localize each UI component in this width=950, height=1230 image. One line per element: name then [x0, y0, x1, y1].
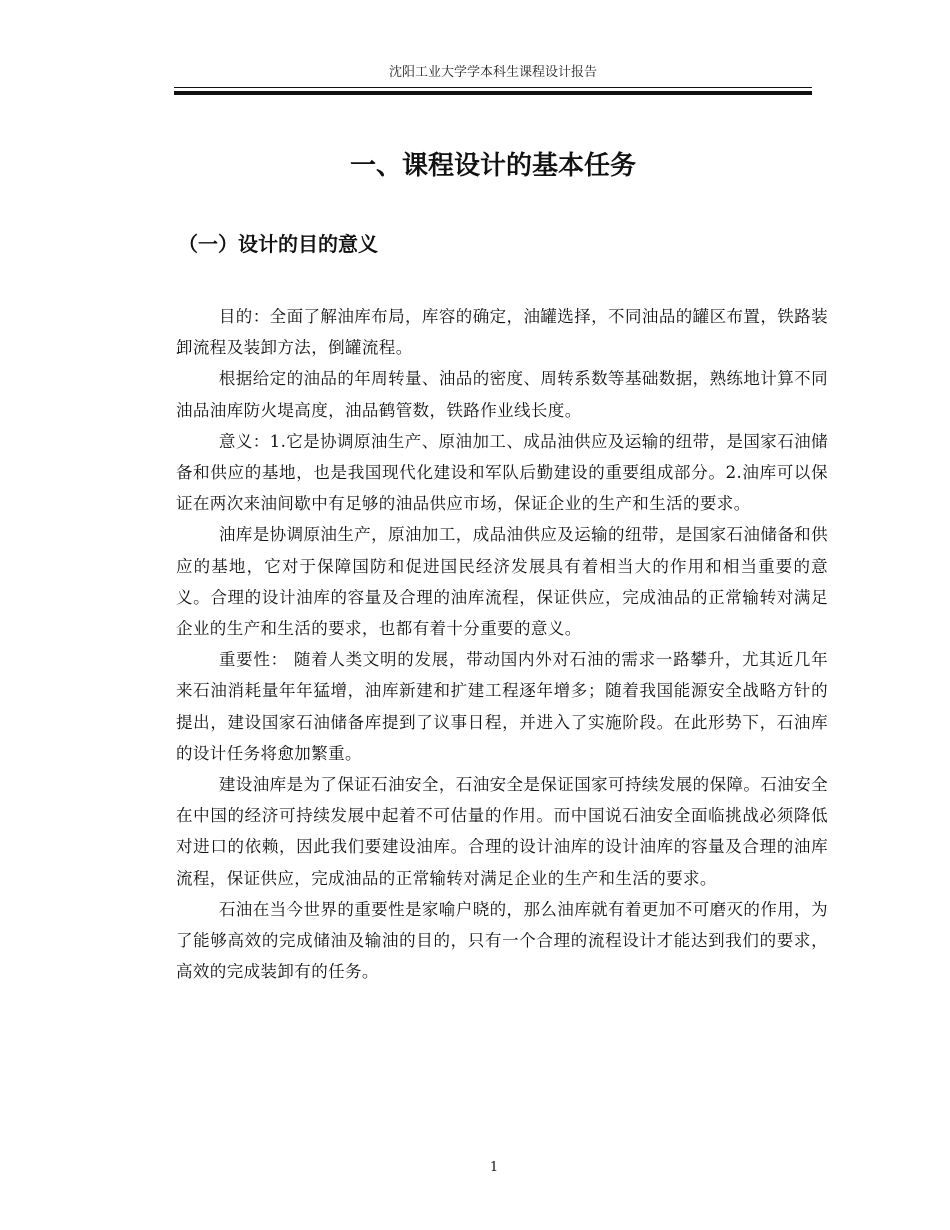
running-header: 沈阳工业大学学本科生课程设计报告: [388, 65, 597, 80]
paragraph-oil-security: 建设油库是为了保证石油安全，石油安全是保证国家可持续发展的保障。石油安全在中国的经济可持续发展中起着不可估量的作用。而中国说石油安全面临挑战必须降低对进口的依赖，因此我们要建设油库。合理的设计油库的设计油库的容量及合理的油库流程，保证供应，完成油品的正常输转对满足企业的生产和生活的要求。: [176, 775, 828, 888]
paragraph-oil-depot-role: 油库是协调原油生产，原油加工，成品油供应及运输的纽带，是国家石油储备和供应的基地，它对于保障国防和促进国民经济发展具有着相当大的作用和相当重要的意义。合理的设计油库的容量及合理的油库流程，保证供应，完成油品的正常输转对满足企业的生产和生活的要求，也都有着十分重要的意义。: [176, 525, 828, 639]
paragraph-conclusion: 石油在当今世界的重要性是家喻户晓的，那么油库就有着更加不可磨灭的作用，为了能够高效的完成储油及输油的目的，只有一个合理的流程设计才能达到我们的要求，高效的完成装卸有的任务。: [176, 899, 828, 982]
page-number: 1: [489, 1160, 499, 1175]
header-rule-thick: [174, 91, 812, 95]
paragraph-significance: 意义：1.它是协调原油生产、原油加工、成品油供应及运输的纽带，是国家石油储备和供应的基地，也是我国现代化建设和军队后勤建设的重要组成部分。2.油库可以保证在两次来油间歇中有足够的油品供应市场，保证企业的生产和生活的要求。: [176, 431, 828, 514]
header-rule-thin: [174, 87, 812, 88]
section-title: （一）设计的目的意义: [178, 232, 378, 256]
paragraph-purpose: 目的：全面了解油库布局，库容的确定，油罐选择，不同油品的罐区布置，铁路装卸流程及装卸方法，倒罐流程。: [176, 307, 828, 358]
chapter-title: 一、课程设计的基本任务: [349, 151, 636, 181]
paragraph-importance: 重要性： 随着人类文明的发展，带动国内外对石油的需求一路攀升，尤其近几年来石油消耗量年年猛增，油库新建和扩建工程逐年增多；随着我国能源安全战略方针的提出，建设国家石油储备库提到了议事日程，并进入了实施阶段。在此形势下，石油库的设计任务将愈加繁重。: [176, 650, 828, 763]
body-text: [176, 301, 828, 987]
paragraph-basis: 根据给定的油品的年周转量、油品的密度、周转系数等基础数据，熟练地计算不同油品油库防火堤高度，油品鹤管数，铁路作业线长度。: [176, 369, 828, 420]
